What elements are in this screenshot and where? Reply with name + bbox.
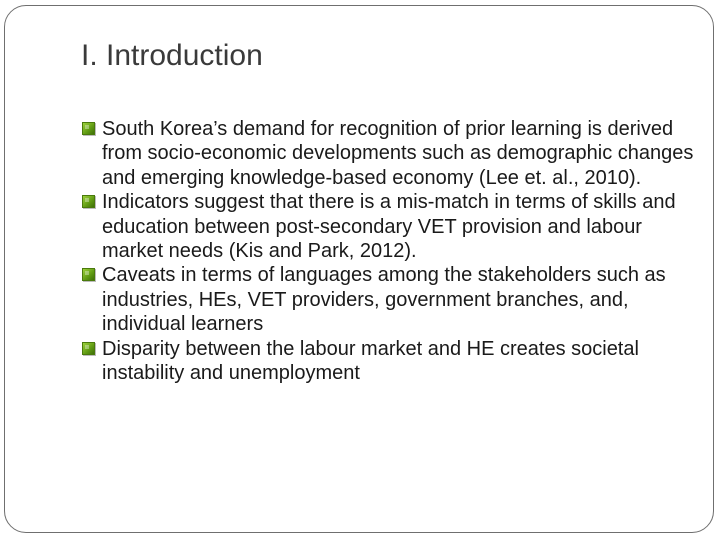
- bullet-item: [81, 337, 701, 386]
- bullet-text: Caveats in terms of languages among the stakeholders such as industries, HEs, VET providers, government branches, and, individual learners: [102, 264, 666, 336]
- bullet-list: [81, 117, 701, 385]
- slide-title: I. Introduction: [81, 39, 263, 72]
- square-bullet-icon: [82, 342, 95, 355]
- square-bullet-icon: [82, 195, 95, 208]
- bullet-item: [81, 263, 701, 336]
- bullet-item: [81, 190, 701, 263]
- bullet-item: [81, 117, 701, 190]
- square-bullet-icon: [82, 122, 95, 135]
- bullet-text: Disparity between the labour market and HE creates societal instability and unemployment: [102, 337, 639, 385]
- square-bullet-icon: [82, 268, 95, 281]
- bullet-text: South Korea’s demand for recognition of prior learning is derived from socio-economic developments such as demographic changes and emerging knowledge-based economy (Lee et. al., 2010).: [102, 118, 694, 189]
- bullet-text: Indicators suggest that there is a mis-match in terms of skills and education between post-secondary VET provision and labour market needs (Kis and Park, 2012).: [102, 191, 676, 263]
